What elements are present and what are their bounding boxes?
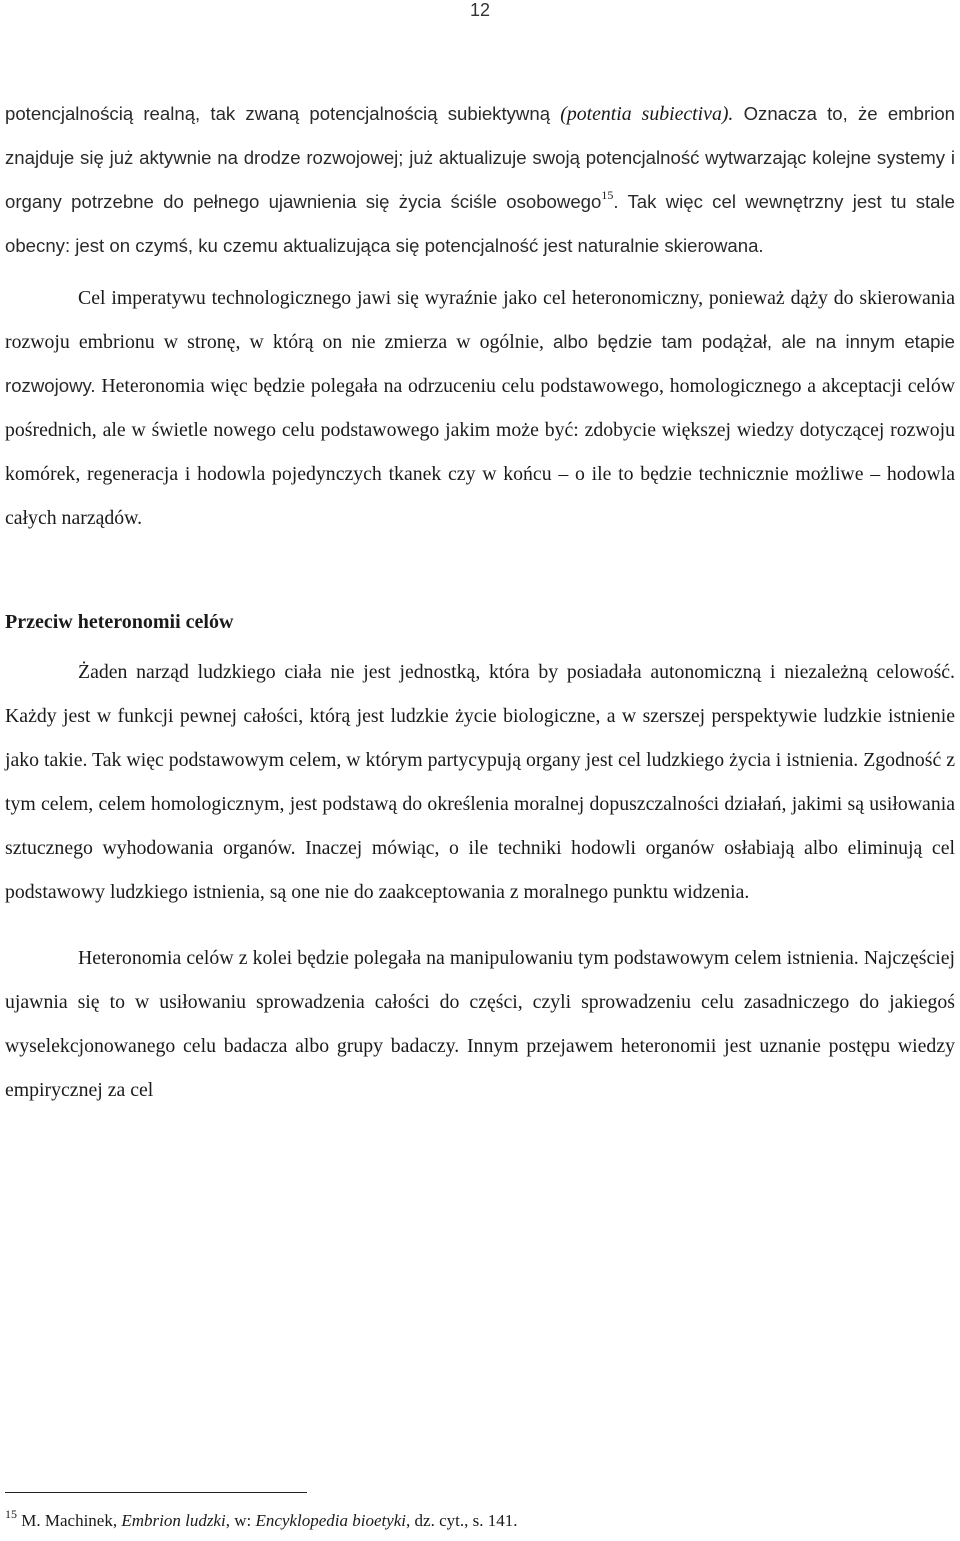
paragraph-text: potencjalnością realną, tak zwaną potencjalnością subiektywną bbox=[5, 103, 561, 124]
latin-term: (potentia subiectiva). bbox=[560, 103, 734, 125]
paragraph-technological-imperative bbox=[5, 276, 955, 540]
footnote-reference[interactable]: 15 bbox=[601, 188, 614, 202]
paragraph-text: Cel imperatywu technologicznego jawi się wyraźnie jako cel heteronomiczny, ponieważ dąży do skierowania rozwoju embrionu w stronę, w którą on nie zmierza w ogólnie, bbox=[5, 287, 955, 353]
paragraph-text: Oznacza to, że embrion znajduje się już aktywnie na drodze rozwojowej; już aktualizuje swoją potencjalność wytwarzając kolejne systemy i organy potrzebne do pełnego ujawnienia się życia ściśle osobowego bbox=[5, 103, 956, 212]
paragraph-heteronomy: Heteronomia celów z kolei będzie polegała na manipulowaniu tym podstawowym celem istnienia. Najczęściej ujawnia się to w usiłowaniu sprowadzenia całości do części, czyli sprowadzeniu celu zasadniczego do jakiegoś wyselekcjonowanego celu badacza albo grupy badaczy. Innym przejawem heteronomii jest uznanie postępu wiedzy empirycznej za cel bbox=[5, 947, 955, 1101]
paragraph-potentiality bbox=[5, 92, 955, 268]
footnote-text: , dz. cyt., s. 141. bbox=[406, 1511, 518, 1530]
footnote-author: M. Machinek, bbox=[17, 1511, 122, 1530]
footnote-text: , w: bbox=[225, 1511, 256, 1530]
page-number: 12 bbox=[469, 0, 491, 20]
footnote-separator bbox=[5, 1492, 307, 1493]
paragraph-text: Heteronomia więc będzie polegała na odrzuceniu celu podstawowego, homologicznego a akceptacji celów pośrednich, ale w świetle nowego celu podstawowego jakim może być: zdobycie większej wiedzy dotyczącej rozwoju komórek, regeneracja i hodowla pojedynczych tkanek czy w końcu – o ile to będzie technicznie możliwe – hodowla całych narządów. bbox=[5, 375, 955, 529]
footnote-number: 15 bbox=[5, 1507, 17, 1521]
footnote-title: Embrion ludzki bbox=[121, 1511, 226, 1530]
paragraph-organ-autonomy: Żaden narząd ludzkiego ciała nie jest jednostką, która by posiadała autonomiczną i niezależną celowość. Każdy jest w funkcji pewnej całości, którą jest ludzkie życie biologiczne, a w szerszej perspektywie ludzkie istnienie jako takie. Tak więc podstawowym celem, w którym partycypują organy jest cel ludzkiego życia i istnienia. Zgodność z tym celem, celem homologicznym, jest podstawą do określenia moralnej dopuszczalności działań, jakimi są usiłowania sztucznego wyhodowania organów. Inaczej mówiąc, o ile techniki hodowli organów osłabiają albo eliminują cel podstawowy ludzkiego istnienia, są one nie do zaakceptowania z moralnego punktu widzenia. bbox=[5, 661, 955, 903]
footnote bbox=[5, 1508, 517, 1534]
document-body bbox=[5, 92, 955, 1112]
paragraph-text-sans: albo będzie tam podążał, ale na innym etapie rozwojowy. bbox=[5, 331, 955, 396]
footnote-source: Encyklopedia bioetyki bbox=[255, 1511, 407, 1530]
section-heading: Przeciw heteronomii celów bbox=[5, 611, 234, 633]
paragraph-text: . Tak więc cel wewnętrzny jest tu stale obecny: jest on czymś, ku czemu aktualizująca się potencjalność jest naturalnie skierowana. bbox=[5, 191, 955, 256]
